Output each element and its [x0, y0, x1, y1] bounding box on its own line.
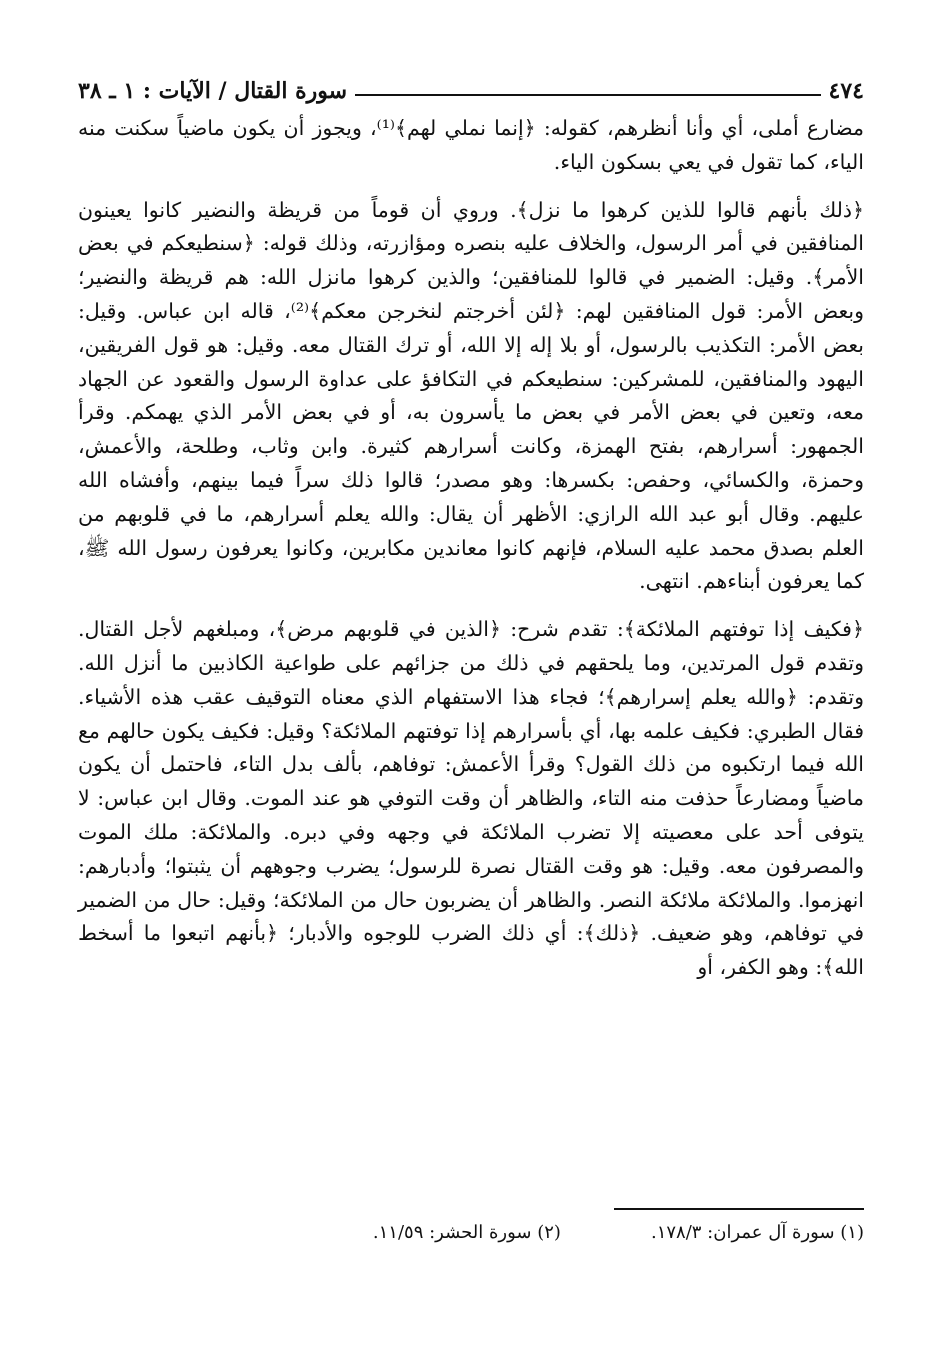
page-number: ٤٧٤ — [828, 78, 864, 104]
running-header — [78, 70, 864, 104]
footnote-1: (١) سورة آل عمران: ١٧٨/٣. — [650, 1222, 864, 1243]
paragraph-2: ﴿ذلك بأنهم قالوا للذين كرهوا ما نزل﴾. وروي أن قوماً من قريظة والنضير كانوا يعينون المنافقين في أمر الرسول، والخلاف عليه بنصره ومؤازرته، وذلك قوله: ﴿سنطيعكم في بعض الأمر﴾. وقيل: الضمير في قالوا للمنافقين؛ والذين كرهوا مانزل الله: هم قريظة والنضير؛ وبعض الأمر: قول المنافقين لهم: ﴿لئن أخرجتم لنخرجن معكم﴾⁽²⁾، قاله ابن عباس. وقيل: بعض الأمر: التكذيب بالرسول، أو بلا إله إلا الله، أو ترك القتال معه. وقيل: هو قول الفريقين، اليهود والمنافقين، للمشركين: سنطيعكم في التكافؤ على عداوة الرسول والقعود عن الجهاد معه، وتعين في بعض الأمر في بعض ما يأسرون به، أو في بعض الأمر الذي يهمكم. وقرأ الجمهور: أسرارهم، بفتح الهمزة، وكانت أسرارهم كثيرة. وابن وثاب، وطلحة، والأعمش، وحمزة، والكسائي، وحفص: بكسرها: وهو مصدر؛ قالوا ذلك سراً فيما بينهم، وأفشاه الله عليهم. وقال أبو عبد الله الرازي: الأظهر أن يقال: والله يعلم أسرارهم، ما في قلوبهم من العلم بصدق محمد عليه السلام، فإنهم كانوا معاندين مكابرين، وكانوا يعرفون رسول الله ﷺ، كما يعرفون أبناءهم. انتهى. — [78, 197, 864, 594]
footnote-row — [78, 1222, 864, 1243]
header-rule — [355, 94, 820, 96]
paragraph-1: مضارع أملى، أي وأنا أنظرهم، كقوله: ﴿إنما نملي لهم﴾⁽¹⁾، ويجوز أن يكون ماضياً سكنت منه الياء، كما تقول في يعي بسكون الياء. — [78, 116, 864, 174]
paragraph-3: ﴿فكيف إذا توفتهم الملائكة﴾: تقدم شرح: ﴿الذين في قلوبهم مرض﴾، ومبلغهم لأجل القتال. وتقدم قول المرتدين، وما يلحقهم في ذلك من جزائهم على طواعية الكاذبين ما أنزل الله. وتقدم: ﴿والله يعلم إسرارهم﴾؛ فجاء هذا الاستفهام الذي معناه التوقيف عقب هذه الأشياء. فقال الطبري: فكيف علمه بها، أي بأسرارهم إذا توفتهم الملائكة؟ وقيل: فكيف يكون حالهم مع الله فيما ارتكبوه من ذلك القول؟ وقرأ الأعمش: توفاهم، بألف بدل التاء، فاحتمل أن يكون ماضياً ومضارعاً حذفت منه التاء، والظاهر أن وقت التوفي هو عند الموت. وقال ابن عباس: لا يتوفى أحد على معصيته إلا تضرب الملائكة في وجهه وفي دبره. والملائكة: ملك الموت والمصرفون معه. وقيل: هو وقت القتال نصرة للرسول؛ يضرب وجوههم أن يثبتوا؛ وأدبارهم: انهزموا. والملائكة ملائكة النصر. والظاهر أن يضربون حال من الملائكة؛ وقيل: حال من الضمير في توفاهم، وهو ضعيف. ﴿ذلك﴾: أي ذلك الضرب للوجوه والأدبار؛ ﴿بأنهم اتبعوا ما أسخط الله﴾: وهو الكفر، أو — [78, 617, 864, 980]
footnote-rule — [614, 1208, 864, 1210]
running-title: سورة القتال / الآيات : ١ ـ ٣٨ — [78, 78, 348, 104]
footnotes — [78, 1208, 864, 1243]
body-text — [78, 112, 864, 985]
page — [78, 70, 864, 985]
footnote-2: (٢) سورة الحشر: ١١/٥٩. — [372, 1222, 561, 1243]
